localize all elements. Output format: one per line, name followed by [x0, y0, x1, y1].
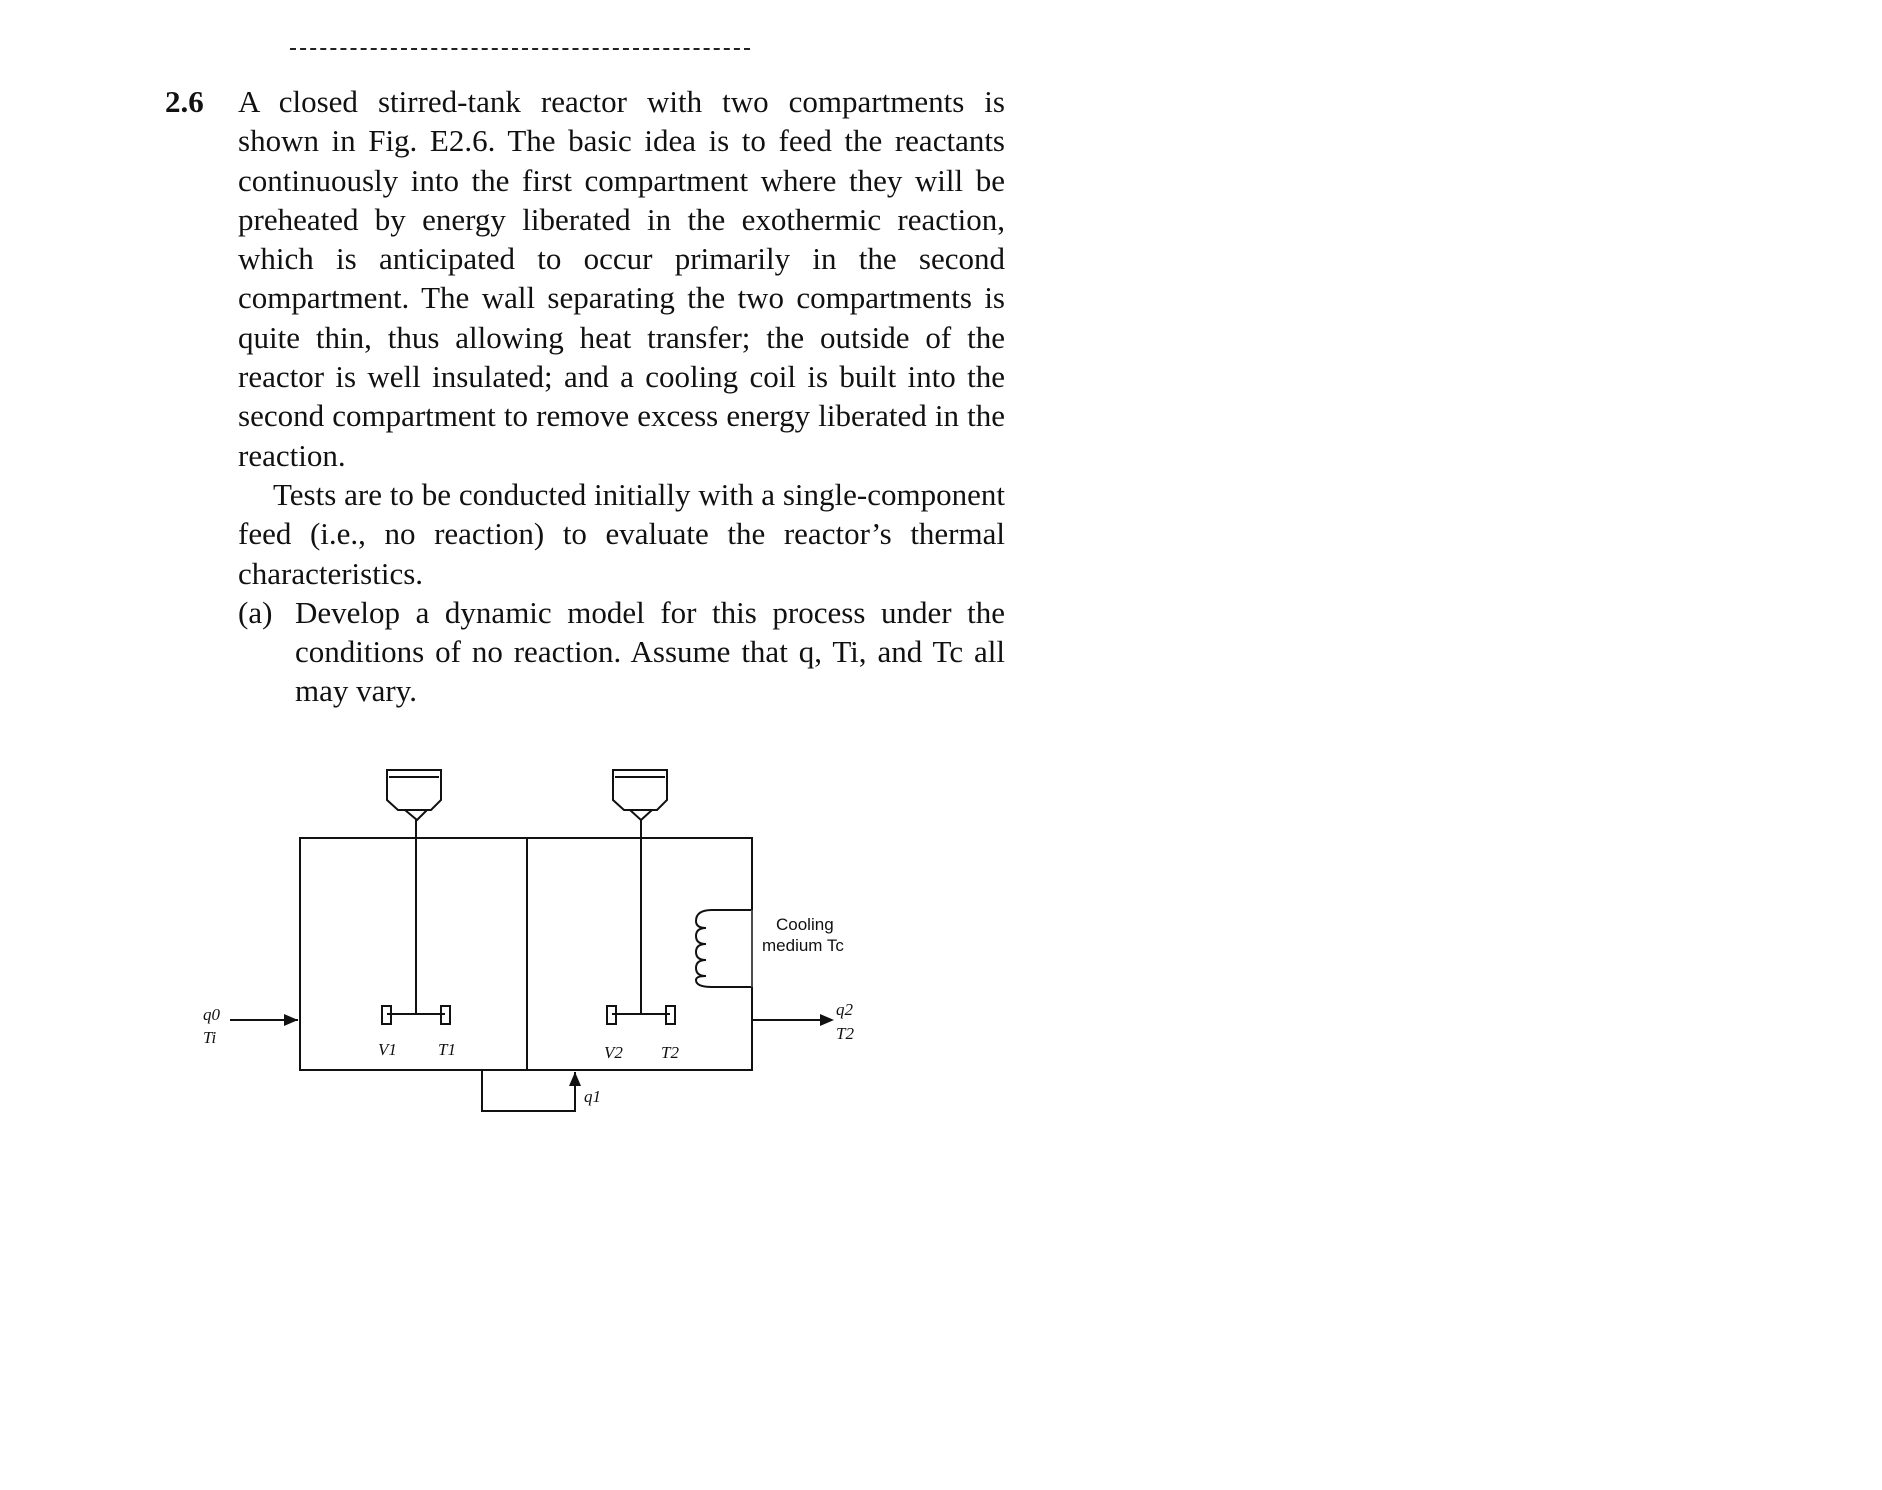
- part-a-text: Develop a dynamic model for this process under the conditions of no reaction. Assume that q, Ti, and Tc all may vary.: [295, 594, 1005, 709]
- motor-1: [387, 770, 441, 1014]
- outlet-flow-label: q2: [836, 1000, 853, 1019]
- transfer-flow-label: q1: [584, 1087, 601, 1106]
- cooling-label-line1: Cooling: [776, 915, 834, 934]
- cooling-label-line2: medium Tc: [762, 936, 844, 955]
- volume-2-label: V2: [604, 1043, 623, 1062]
- cooling-coil: [696, 910, 752, 987]
- transfer-loop: [482, 1070, 575, 1111]
- motor-2: [613, 770, 667, 1014]
- volume-1-label: V1: [378, 1040, 397, 1059]
- outlet-temp-label: T2: [836, 1024, 854, 1043]
- inlet-flow-label: q0: [203, 1005, 220, 1024]
- problem-number: 2.6: [165, 84, 204, 119]
- problem-paragraph-1: A closed stirred-tank reactor with two compartments is shown in Fig. E2.6. The basic idea is to feed the reactants continuously into the first compartment where they will be preheated by energy liberated in the exothermic reaction, which is anticipated to occur primarily in the second compartment. The wall separating the two compartments is quite thin, thus allowing heat transfer; the outside of the reactor is well insulated; and a cooling coil is built into the second compartment to remove excess energy liberated in the reaction.: [238, 84, 1005, 473]
- temp-1-label: T1: [438, 1040, 456, 1059]
- transfer-arrowhead: [569, 1072, 581, 1086]
- outlet-arrowhead: [820, 1014, 834, 1026]
- inlet-temp-label: Ti: [203, 1028, 217, 1047]
- problem-paragraph-2: Tests are to be conducted initially with a single-component feed (i.e., no reaction) to evaluate the reactor’s thermal characteristics.: [238, 476, 1005, 591]
- temp-2-label: T2: [661, 1043, 679, 1062]
- inlet-arrowhead: [284, 1014, 298, 1026]
- part-a-label: (a): [238, 594, 273, 630]
